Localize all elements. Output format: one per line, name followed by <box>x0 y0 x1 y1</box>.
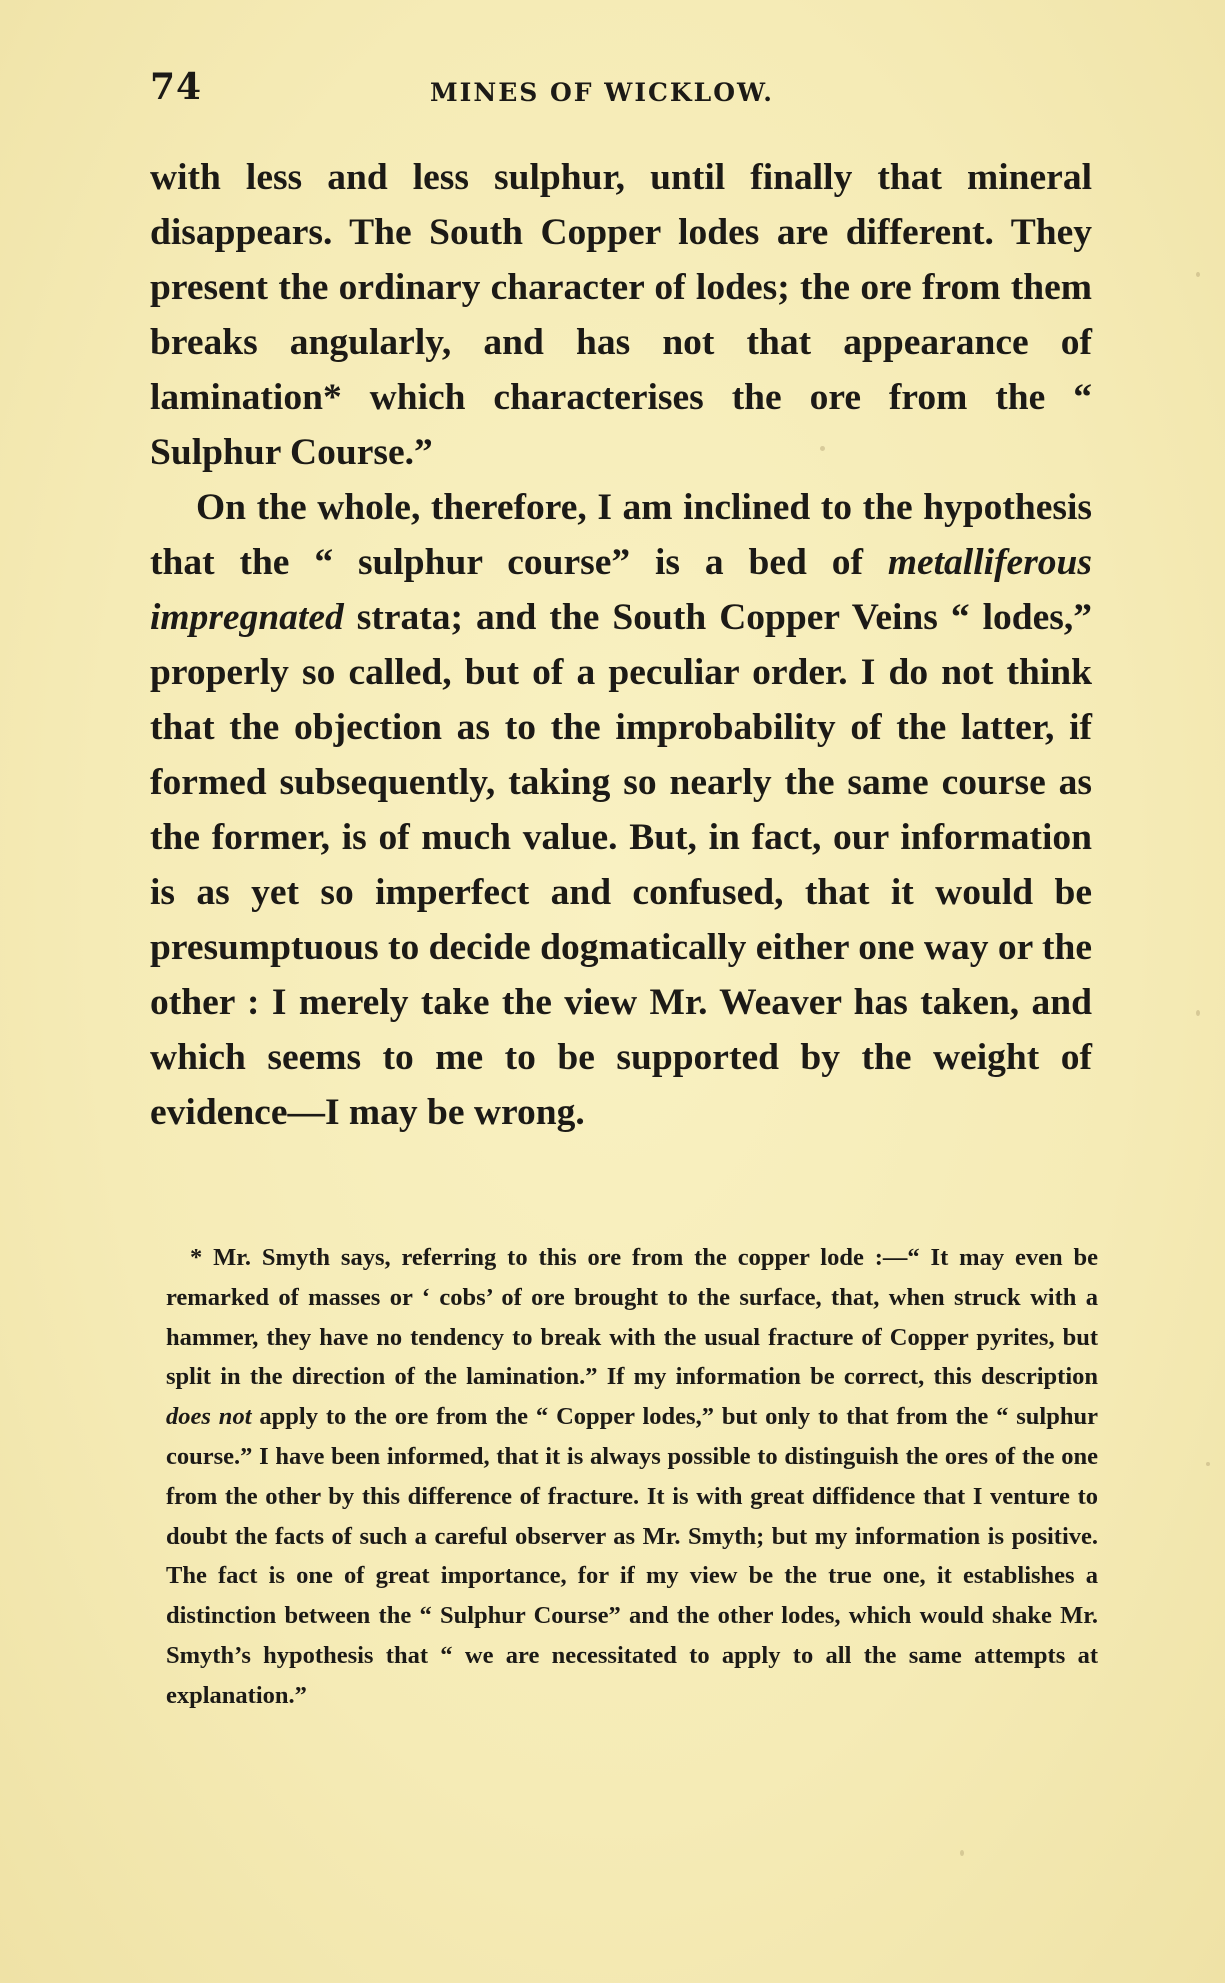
footnote-part-a: * Mr. Smyth says, referring to this ore from the copper lode :—“ It may even be remarked of masses or ‘ cobs’ of ore brought to the surface, that, when struck with a hammer, they have no tendency to break with the usual fracture of Copper pyrites, but split in the direction of the lamination.” If my information be correct, this description <box>166 1244 1098 1391</box>
page-header <box>150 66 1110 116</box>
footnote-part-b: apply to the ore from the “ Copper lodes,” but only to that from the “ sulphur course.” I have been informed, that it is always possible to distinguish the ores of the one from the other by this difference of fracture. It is with great diffidence that I venture to doubt the facts of such a careful observer as Mr. Smyth; but my information is positive. The fact is one of great importance, for if my view be the true one, it establishes a distinction between the “ Sulphur Course” and the other lodes, which would shake Mr. Smyth’s hypothesis that “ we are necessitated to apply to all the same attempts at explanation.” <box>166 1403 1098 1709</box>
paper-speck <box>960 1850 964 1856</box>
paragraph-2 <box>150 480 1092 1140</box>
paper-speck <box>820 446 825 451</box>
footnote-emphasis: does not <box>166 1403 252 1431</box>
main-text <box>150 150 1092 1140</box>
footnote <box>166 1238 1098 1716</box>
running-title: MINES OF WICKLOW. <box>430 78 774 107</box>
paper-speck <box>1206 1462 1210 1466</box>
paper-speck <box>1196 272 1200 277</box>
paragraph-2-part-b: strata; and the South Copper Veins “ lodes,” properly so called, but of a peculiar order. I do not think that the objection as to the improbability of the latter, if formed subsequently, taking so nearly the same course as the former, is of much value. But, in fact, our information is as yet so imperfect and confused, that it would be presumptuous to decide dogmatically either one way or the other : I merely take the view Mr. Weaver has taken, and which seems to me to be supported by the weight of evidence—I may be wrong. <box>150 597 1092 1133</box>
footnote-paragraph <box>166 1238 1098 1716</box>
paragraph-2-emphasis: metalliferous impregnated <box>150 542 1092 638</box>
paper-speck <box>1196 1010 1200 1016</box>
paragraph-2-part-a: On the whole, therefore, I am inclined to the hypothesis that the “ sulphur course” is a bed of <box>150 487 1092 583</box>
paragraph-1: with less and less sulphur, until finally that mineral disappears. The South Copper lodes are different. They present the ordinary character of lodes; the ore from them breaks angularly, and has not that appearance of lamination* which characterises the ore from the “ Sulphur Course.” <box>150 157 1092 473</box>
page-number: 74 <box>150 66 203 108</box>
